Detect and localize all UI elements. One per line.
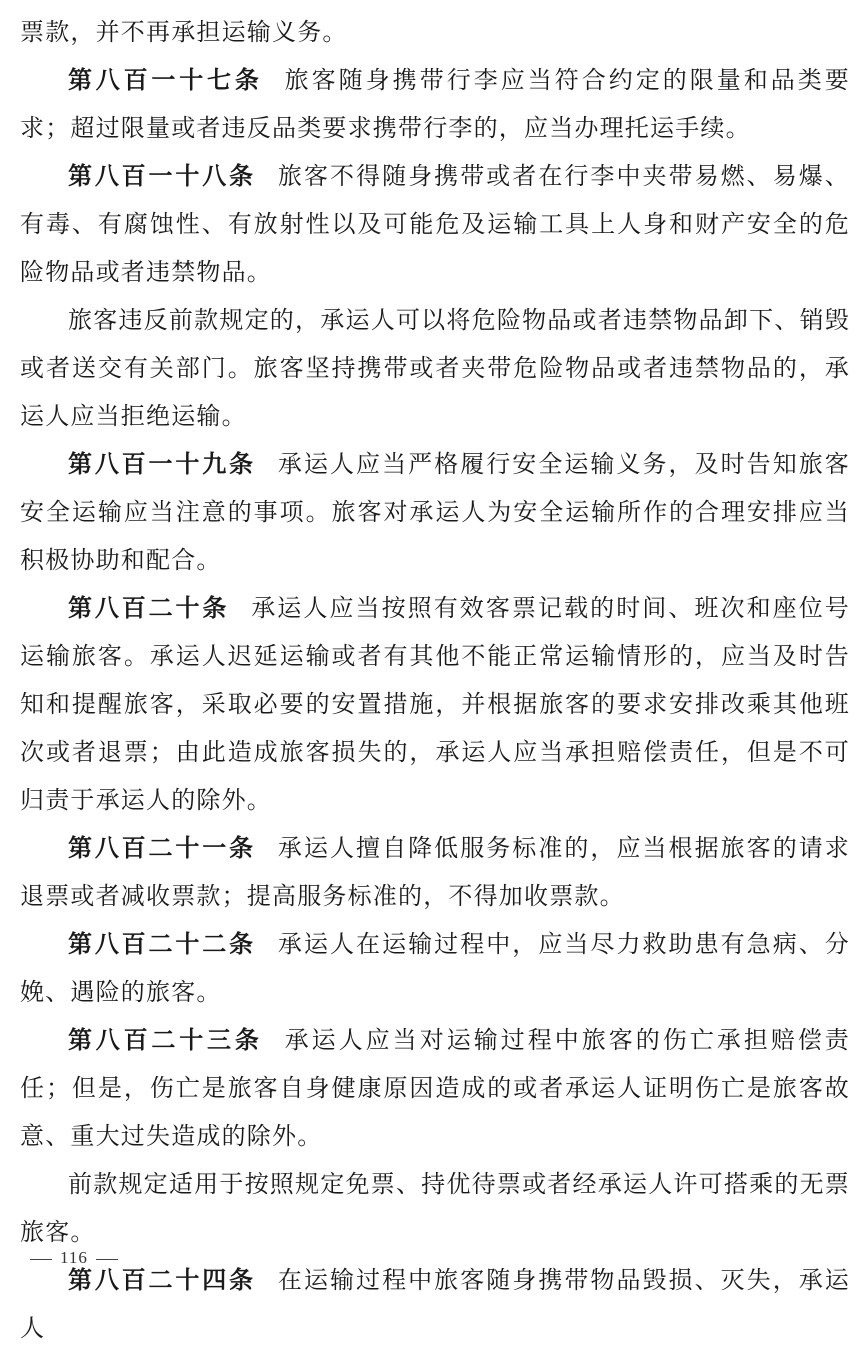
article-817 xyxy=(20,56,850,152)
paragraph-text: 前款规定适用于按照规定免票、持优待票或者经承运人许可搭乘的无票旅客。 xyxy=(20,1170,850,1246)
article-824 xyxy=(20,1256,850,1352)
article-number: 第八百一十七条 xyxy=(68,66,263,94)
article-823 xyxy=(20,1016,850,1160)
paragraph-continuation xyxy=(20,8,850,56)
article-text: 旅客不得随身携带或者在行李中夹带易燃、易爆、有毒、有腐蚀性、有放射性以及可能危及运输工具上人身和财产安全的危险物品或者违禁物品。 xyxy=(20,162,850,286)
article-820 xyxy=(20,584,850,824)
article-text: 旅客随身携带行李应当符合约定的限量和品类要求；超过限量或者违反品类要求携带行李的，应当办理托运手续。 xyxy=(20,66,851,142)
article-text: 承运人擅自降低服务标准的，应当根据旅客的请求退票或者减收票款；提高服务标准的，不得加收票款。 xyxy=(20,834,850,910)
page-footer xyxy=(22,1248,126,1268)
document-page xyxy=(20,0,850,1352)
article-number: 第八百二十条 xyxy=(68,594,230,622)
article-number: 第八百二十二条 xyxy=(68,930,256,958)
article-number: 第八百二十一条 xyxy=(68,834,256,862)
article-823-paragraph-2 xyxy=(20,1160,850,1256)
article-821 xyxy=(20,824,850,920)
article-number: 第八百一十八条 xyxy=(68,162,256,190)
article-text: 承运人应当按照有效客票记载的时间、班次和座位号运输旅客。承运人迟延运输或者有其他不能正常运输情形的，应当及时告知和提醒旅客，采取必要的安置措施，并根据旅客的要求安排改乘其他班次或者退票；由此造成旅客损失的，承运人应当承担赔偿责任，但是不可归责于承运人的除外。 xyxy=(20,594,850,814)
article-number: 第八百二十四条 xyxy=(68,1266,256,1294)
paragraph-text: 票款，并不再承担运输义务。 xyxy=(20,18,348,46)
page-number: 116 xyxy=(60,1248,88,1267)
article-text: 承运人在运输过程中，应当尽力救助患有急病、分娩、遇险的旅客。 xyxy=(20,930,850,1006)
article-text: 承运人应当对运输过程中旅客的伤亡承担赔偿责任；但是，伤亡是旅客自身健康原因造成的或者承运人证明伤亡是旅客故意、重大过失造成的除外。 xyxy=(20,1026,851,1150)
article-819 xyxy=(20,440,850,584)
article-818 xyxy=(20,152,850,296)
article-number: 第八百一十九条 xyxy=(68,450,256,478)
footer-right-dash xyxy=(96,1259,118,1260)
paragraph-text: 旅客违反前款规定的，承运人可以将危险物品或者违禁物品卸下、销毁或者送交有关部门。旅客坚持携带或者夹带危险物品或者违禁物品的，承运人应当拒绝运输。 xyxy=(20,306,850,430)
article-number: 第八百二十三条 xyxy=(68,1026,263,1054)
article-text: 承运人应当严格履行安全运输义务，及时告知旅客安全运输应当注意的事项。旅客对承运人为安全运输所作的合理安排应当积极协助和配合。 xyxy=(20,450,850,574)
article-818-paragraph-2 xyxy=(20,296,850,440)
article-text: 在运输过程中旅客随身携带物品毁损、灭失，承运人 xyxy=(20,1266,850,1342)
footer-left-dash xyxy=(30,1259,52,1260)
article-822 xyxy=(20,920,850,1016)
